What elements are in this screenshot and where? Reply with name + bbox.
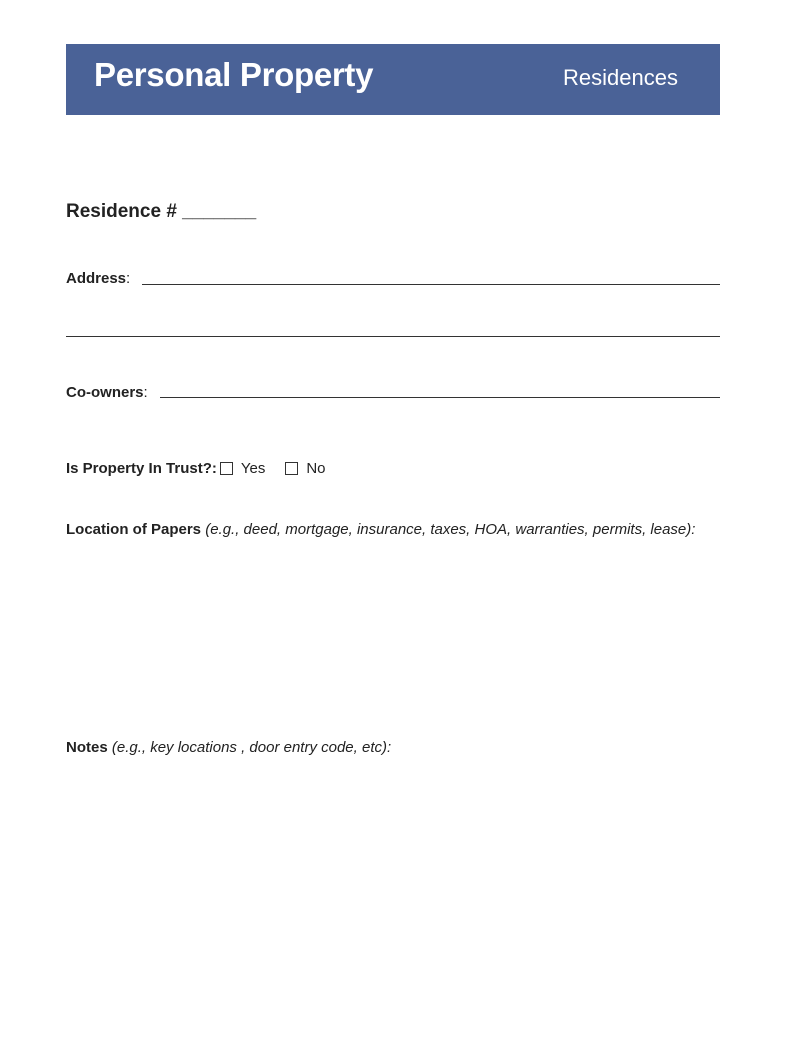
trust-label: Is Property In Trust?: [66,460,217,477]
address-colon: : [126,270,131,287]
papers-label: Location of Papers [66,521,202,538]
notes-label: Notes [66,739,108,756]
papers-section [66,521,695,538]
coowners-line[interactable] [160,397,720,398]
address-line-1[interactable] [142,284,720,285]
trust-no-checkbox[interactable] [285,462,298,475]
coowners-label-text: Co-owners [66,384,144,401]
trust-yes-label: Yes [240,460,266,477]
residence-number-heading: Residence # _______ [66,201,257,222]
trust-no-label: No [306,460,326,477]
notes-section [66,739,391,756]
page-title: Personal Property [94,56,374,93]
address-line-2[interactable] [66,336,720,337]
address-label [66,270,130,287]
address-label-text: Address [66,270,127,287]
coowners-colon: : [143,384,148,401]
notes-hint: (e.g., key locations , door entry code, etc): [111,739,392,756]
header-band [66,44,720,115]
coowners-label [66,384,148,401]
trust-row [66,460,346,477]
trust-yes-checkbox[interactable] [220,462,233,475]
papers-hint: (e.g., deed, mortgage, insurance, taxes, HOA, warranties, permits, lease): [205,521,696,538]
section-subtitle: Residences [563,65,678,90]
